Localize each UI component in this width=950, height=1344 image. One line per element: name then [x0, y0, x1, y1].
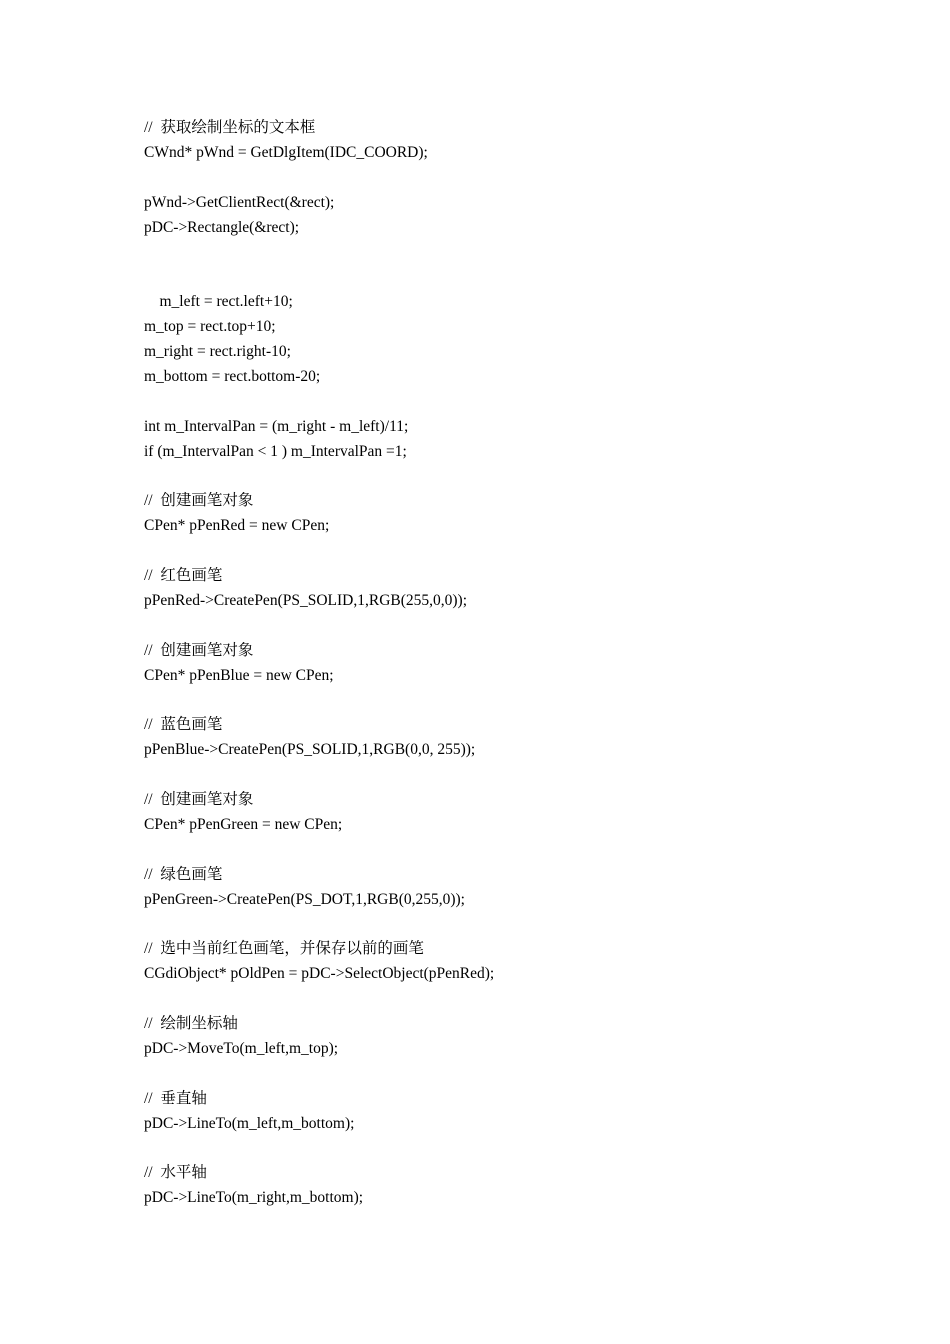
code-line: pDC->Rectangle(&rect); [144, 218, 300, 236]
code-line: CPen* pPenBlue = new CPen; [144, 666, 334, 684]
code-line: CPen* pPenGreen = new CPen; [144, 815, 343, 833]
blank-line [144, 688, 904, 713]
code-line: CPen* pPenRed = new CPen; [144, 517, 330, 535]
code-listing [144, 116, 904, 1211]
comment-line: // 红色画笔 [144, 567, 223, 585]
blank-line [144, 1062, 904, 1087]
comment-line: // 创建画笔对象 [144, 641, 254, 659]
blank-line [144, 913, 904, 938]
blank-line [144, 1137, 904, 1162]
comment-line: // 创建画笔对象 [144, 791, 254, 809]
blank-line [144, 240, 904, 265]
blank-line [144, 987, 904, 1012]
code-line: pDC->LineTo(m_left,m_bottom); [144, 1114, 355, 1132]
blank-line [144, 838, 904, 863]
blank-line [144, 390, 904, 415]
blank-line [144, 614, 904, 639]
code-line: pDC->LineTo(m_right,m_bottom); [144, 1189, 364, 1207]
code-line: CWnd* pWnd = GetDlgItem(IDC_COORD); [144, 143, 428, 161]
blank-line [144, 265, 904, 290]
code-line: m_left = rect.left+10; [144, 293, 293, 311]
blank-line [144, 166, 904, 191]
code-line: int m_IntervalPan = (m_right - m_left)/11; [144, 417, 409, 435]
code-line: pDC->MoveTo(m_left,m_top); [144, 1039, 339, 1057]
comment-line: // 水平轴 [144, 1164, 207, 1182]
code-line: CGdiObject* pOldPen = pDC->SelectObject(pPenRed); [144, 965, 495, 983]
comment-line: // 蓝色画笔 [144, 716, 223, 734]
blank-line [144, 539, 904, 564]
code-line: m_top = rect.top+10; [144, 318, 276, 336]
comment-line: // 绿色画笔 [144, 865, 223, 883]
blank-line [144, 763, 904, 788]
code-line: m_bottom = rect.bottom-20; [144, 367, 321, 385]
comment-line: // 获取绘制坐标的文本框 [144, 119, 316, 136]
code-line: pPenGreen->CreatePen(PS_DOT,1,RGB(0,255,0)); [144, 890, 465, 908]
code-line: pPenRed->CreatePen(PS_SOLID,1,RGB(255,0,0)); [144, 591, 468, 609]
code-line: m_right = rect.right-10; [144, 343, 291, 361]
comment-line: // 创建画笔对象 [144, 492, 254, 510]
comment-line: // 选中当前红色画笔，并保存以前的画笔 [144, 940, 424, 958]
blank-line [144, 464, 904, 489]
comment-line: // 绘制坐标轴 [144, 1015, 238, 1033]
code-line: pPenBlue->CreatePen(PS_SOLID,1,RGB(0,0, 255)); [144, 741, 476, 759]
code-line: if (m_IntervalPan < 1 ) m_IntervalPan =1; [144, 442, 407, 460]
code-line: pWnd->GetClientRect(&rect); [144, 193, 335, 211]
comment-line: // 垂直轴 [144, 1089, 207, 1107]
